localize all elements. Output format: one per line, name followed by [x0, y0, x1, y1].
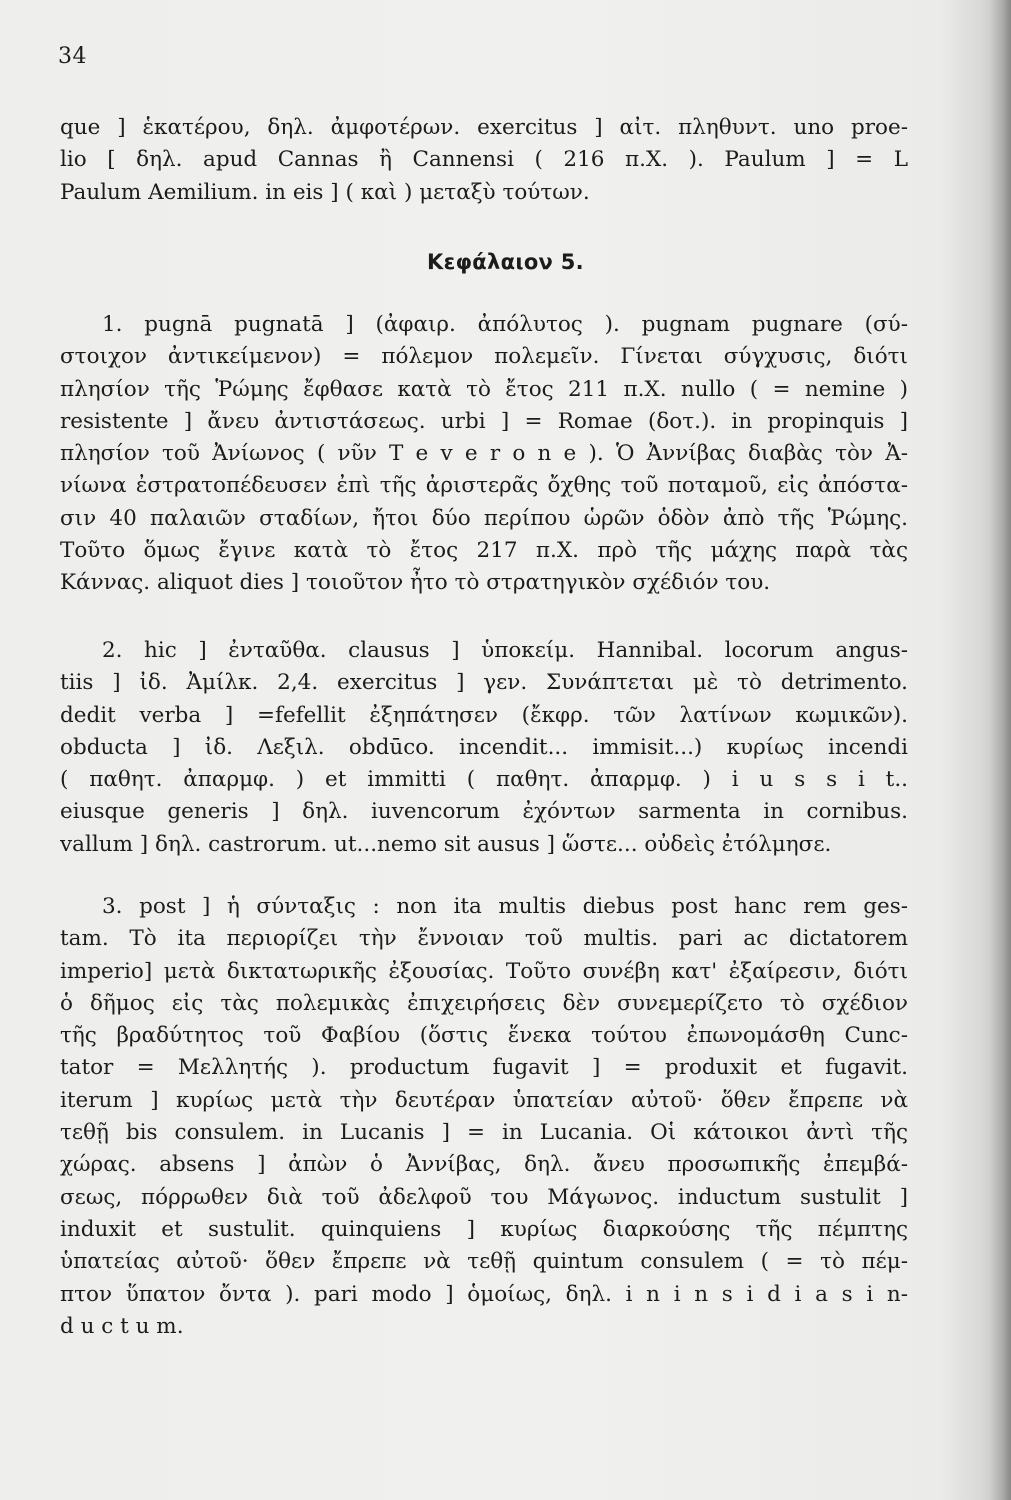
- text-line: ὁ δῆμος εἰς τὰς πολεμικὰς ἐπιχειρήσεις δὲν συνεμερίζετο τὸ σχέδιον: [60, 990, 908, 1016]
- page-edge-shadow: [989, 0, 1011, 1500]
- text-line: Paulum Aemilium. in eis ] ( καὶ ) μεταξὺ τούτων.: [60, 179, 590, 205]
- text-line: 1. pugnā pugnatā ] (ἀφαιρ. ἀπόλυτος ). pugnam pugnare (σύ-: [102, 312, 908, 337]
- text-line: Τοῦτο ὅμως ἔγινε κατὰ τὸ ἔτος 217 π.Χ. πρὸ τῆς μάχης παρὰ τὰς: [60, 538, 908, 564]
- text-line: vallum ] δηλ. castrorum. ut...nemo sit ausus ] ὥστε... οὐδεὶς ἐτόλμησε.: [60, 831, 832, 857]
- text-line: induxit et sustulit. quinquiens ] κυρίως διαρκούσης τῆς πέμπτης: [60, 1216, 908, 1242]
- text-line: resistente ] ἄνευ ἀντιστάσεως. urbi ] = Romae (δοτ.). in propinquis ]: [60, 408, 908, 434]
- text-line: imperio] μετὰ δικτατωρικῆς ἐξουσίας. Τοῦτο συνέβη κατ' ἐξαίρεσιν, διότι: [60, 958, 908, 984]
- text-line: πτον ὕπατον ὄντα ). pari modo ] ὁμοίως, δηλ. i n i n s i d i a s i n-: [60, 1281, 908, 1307]
- text-line: tator = Μελλητής ). productum fugavit ] = produxit et fugavit.: [60, 1055, 908, 1081]
- text-line: ὑπατείας αὐτοῦ· ὅθεν ἔπρεπε νὰ τεθῇ quintum consulem ( = τὸ πέμ-: [60, 1249, 908, 1275]
- text-line: lio [ δηλ. apud Cannas ἢ Cannensi ( 216 π.Χ. ). Paulum ] = L: [60, 147, 908, 173]
- text-line: νίωνα ἐστρατοπέδευσεν ἐπὶ τῆς ἀριστερᾶς ὄχθης τοῦ ποταμοῦ, εἰς ἀπόστα-: [60, 473, 908, 499]
- text-line: στοιχον ἀντικείμενον) = πόλεμον πολεμεῖν. Γίνεται σύγχυσις, διότι: [60, 344, 908, 370]
- text-line: πλησίον τῆς Ῥώμης ἔφθασε κατὰ τὸ ἔτος 211 π.Χ. nullo ( = nemine ): [60, 376, 908, 402]
- paragraph-2: [60, 635, 908, 861]
- text-line: eiusque generis ] δηλ. iuvencorum ἐχόντων sarmenta in cornibus.: [60, 799, 908, 825]
- text-line: χώρας. absens ] ἀπὼν ὁ Ἀννίβας, δηλ. ἄνευ προσωπικῆς ἐπεμβά-: [60, 1152, 908, 1178]
- paragraph-3: [60, 891, 908, 1343]
- text-line: que ] ἑκατέρου, δηλ. ἀμφοτέρων. exercitus ] αἰτ. πληθυντ. uno proe-: [60, 115, 908, 140]
- text-line: τεθῇ bis consulem. in Lucanis ] = in Lucania. Οἱ κάτοικοι ἀντὶ τῆς: [60, 1120, 908, 1146]
- intro-paragraph: [60, 112, 908, 209]
- text-line: d u c t u m.: [60, 1313, 184, 1339]
- paragraph-1: [60, 309, 908, 600]
- text-line: tiis ] ἰδ. Ἀμίλκ. 2,4. exercitus ] γεν. Συνάπτεται μὲ τὸ detrimento.: [60, 670, 908, 696]
- text-line: πλησίον τοῦ Ἀνίωνος ( νῦν T e v e r o n e ). Ὁ Ἀννίβας διαβὰς τὸν Ἀ-: [60, 441, 908, 467]
- chapter-heading: Κεφάλαιον 5.: [427, 250, 584, 274]
- text-line: σιν 40 παλαιῶν σταδίων, ἤτοι δύο περίπου ὡρῶν ὁδὸν ἀπὸ τῆς Ῥώμης.: [60, 505, 908, 531]
- text-line: Κάννας. aliquot dies ] τοιοῦτον ἦτο τὸ στρατηγικὸν σχέδιόν του.: [60, 570, 771, 596]
- text-line: iterum ] κυρίως μετὰ τὴν δευτέραν ὑπατείαν αὐτοῦ· ὅθεν ἔπρεπε νὰ: [60, 1087, 908, 1113]
- page-number: 34: [58, 44, 87, 69]
- text-line: tam. Τὸ ita περιορίζει τὴν ἔννοιαν τοῦ multis. pari ac dictatorem: [60, 926, 908, 952]
- text-line: σεως, πόρρωθεν διὰ τοῦ ἀδελφοῦ του Μάγωνος. inductum sustulit ]: [60, 1184, 908, 1210]
- text-line: 2. hic ] ἐνταῦθα. clausus ] ὑποκείμ. Hannibal. locorum angus-: [102, 638, 908, 663]
- text-line: 3. post ] ἡ σύνταξις : non ita multis diebus post hanc rem ges-: [102, 894, 908, 919]
- text-line: τῆς βραδύτητος τοῦ Φαβίου (ὅστις ἕνεκα τούτου ἐπωνομάσθη Cunc-: [60, 1023, 908, 1049]
- text-line: dedit verba ] =fefellit ἐξηπάτησεν (ἔκφρ. τῶν λατίνων κωμικῶν).: [60, 702, 908, 728]
- text-line: obducta ] ἰδ. Λεξιλ. obdūco. incendit... immisit...) κυρίως incendi: [60, 734, 908, 760]
- text-line: ( παθητ. ἀπαρμφ. ) et immitti ( παθητ. ἀπαρμφ. ) i u s s i t..: [60, 767, 908, 793]
